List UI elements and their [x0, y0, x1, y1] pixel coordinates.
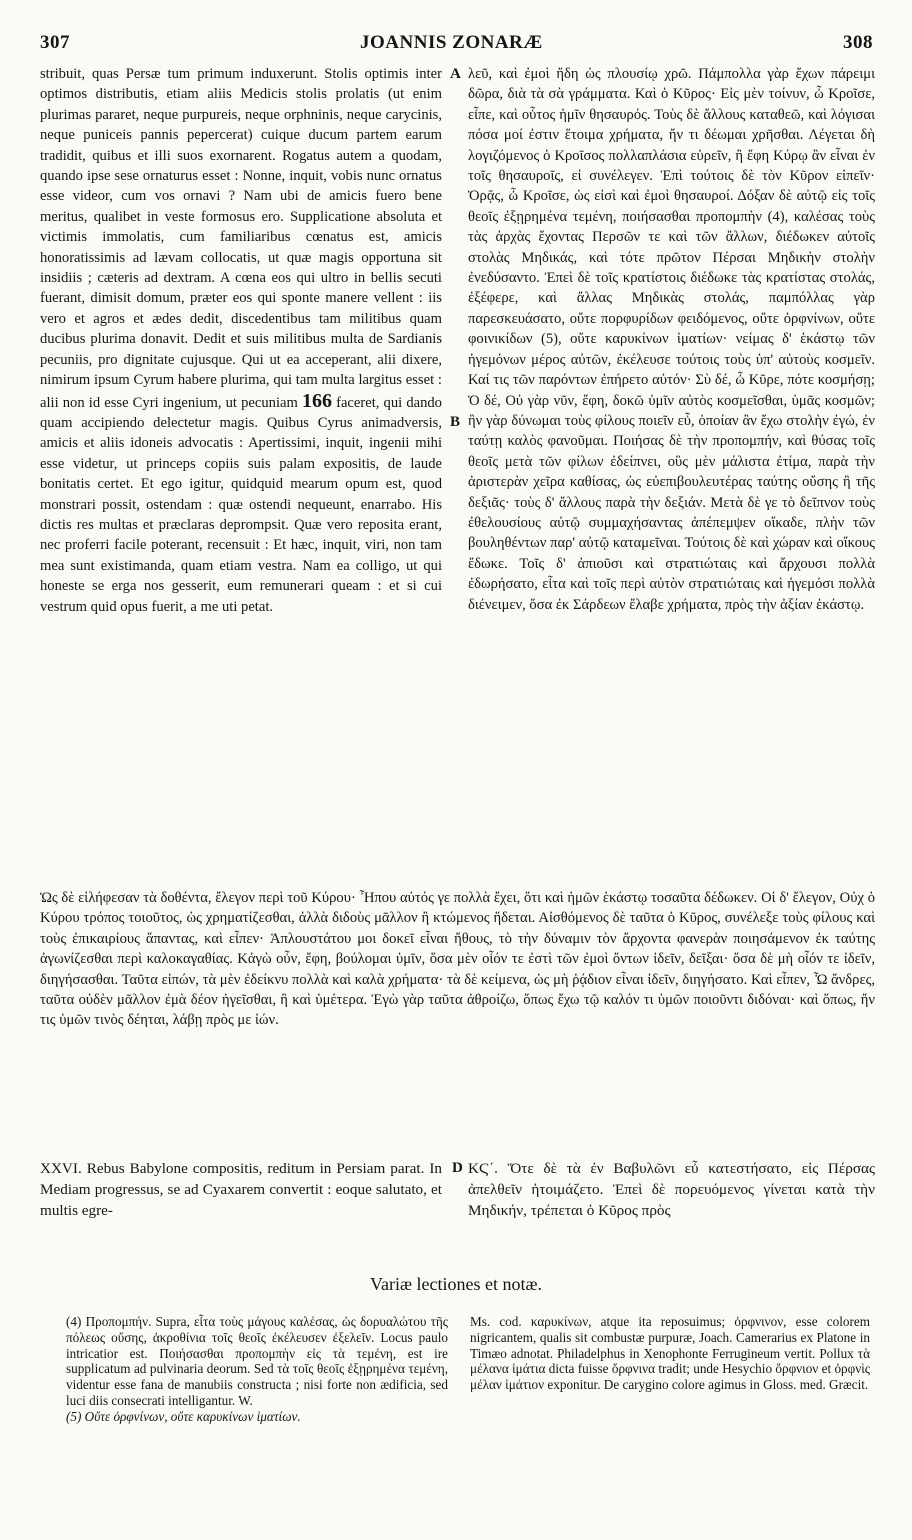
- greek-full-text: Ὡς δὲ εἰλήφεσαν τὰ δοθέντα, ἔλεγον περὶ τοῦ Κύρου· Ἦπου αὐτός γε πολλὰ ἔχει, ὅτι καὶ ἡμῶν ἑκάστῳ τοσαῦτα δέδωκεν. Οἱ δ' ἔλεγον, Οὐχ ὁ Κύρου τρόπος τοιοῦτος, ὡς χρηματίζεσθαι, ἀλλὰ διδοὺς μᾶλλον ἢ κτώμενος ἥδεται. Αἰσθόμενος δὲ ταῦτα ὁ Κῦρος, συνέλεξε τοὺς φίλους καὶ τοὺς ἐπικαιρίους ἅπαντας, καὶ εἶπεν· Ἁπλουστάτου μοι δοκεῖ εἶναι ἤθους, τὸ τὴν δύναμιν τὸν ἄρχοντα φανερὰν ποιησάμενον ἐκ ταύτης ἀγωνίζεσθαι περὶ καλοκαγαθίας. Κἀγὼ οὖν, ἔφη, βούλομαι ὑμῖν, ὅσα μὲν οἷόν τε ἐστὶ τῶν ἐμοὶ ὄντων ἰδεῖν, δεῖξαι· ὅσα δὲ μὴ οἷόν τε ἰδεῖν, διηγήσασθαι. Ταῦτα εἰπών, τὰ μὲν ἐδείκνυ πολλὰ καὶ καλὰ χρήματα· τὰ δὲ κείμενα, ὡς μὴ ῥᾴδιον εἶναι ἰδεῖν, διηγήσατο. Καὶ εἶπεν, Ὦ ἄνδρες, ταῦτα οὐδὲν μᾶλλον ἐμὰ δέον ἡγεῖσθαι, ἢ καὶ ὑμέτερα. Ἐγὼ γὰρ ταῦτα ἀθροίζω, ὅπως ἔχω τῷ καλόν τι ὑμῶν ποιοῦντι διδόναι· καὶ ὅπως, ἤν τις ὑμῶν τινὸς δέηται, λάβῃ πρὸς με ἰών.: [40, 890, 875, 1029]
- section-greek: [468, 1158, 875, 1221]
- notes-left: [66, 1314, 448, 1425]
- page-number-right: 308: [843, 32, 873, 53]
- note-right-text: Ms. cod. καρυκίνων, atque ita reposuimus; ὀρφνινον, esse colorem nigricantem, qualis sit combustæ purpuræ, Joach. Camerarius ex Platone in Timæo adnotat. Philadelphus in Xenophonte Ferrugineum vertit. Pollux τὰ μέλανα ἱμάτια dicta fuisse ὄρφνινα tradit; unde Hesychio ὄρφνιον et ὀρφνὶς μέλαν ἱμάτιον exponitur. De carygino colore agimus in Gloss. med. Græcit.: [470, 1314, 870, 1393]
- note-4: (4) Προπομπήν. Supra, εἶτα τοὺς μάγους καλέσας, ὡς δορυαλώτου τῆς πόλεως οὔσης, ἀκροθίνια τοῖς θεοῖς ἐκέλευσεν ἐξελεῖν. Locus paulo intricatior est. Ποιήσασθαι προπομπὴν εἰς τὰ τεμένη, est ire supplicatum ad pulvinaria deorum. Sed τὰ τοῖς θεοῖς ἐξῃρημένα τεμένη, videntur esse fana de manubiis constructa ; nisi forte non ædificia, sed luci diis consecrati intelligantur. W.: [66, 1314, 448, 1408]
- marker-b: B: [450, 414, 461, 430]
- latin-text-part2: faceret, qui dando quam accipiendo delectetur magis. Quibus Cyrus animadversis, amicis et aliis idoneis advocatis : Apertissimi, inquit, ingenii mihi esse videtur, ut princeps copiis suis palam expositis, de laude bonitatis certet. Et ego igitur, quidquid mearum opum est, quod monstrari possit, ostendam : quæ ostendi nequeunt, enarrabo. His dictis res multas et præclaras deprompsit. Quæ vero reposita erant, nec proferri facile poterant, recensuit : Et hæc, inquit, viri, non tam mea sunt existimanda, quam etiam vestra. Nam ea colligo, ut qui honeste se erga nos gesserit, eum remunerari queam : et si cui vestrum quid opus fuerit, a me uti petat.: [40, 394, 442, 615]
- greek-text: λεῦ, καὶ ἐμοὶ ἤδη ὡς πλουσίῳ χρῶ. Πάμπολλα γὰρ ἔχων πάρειμι δῶρα, διὰ τὰ σὰ γράμματα. Καὶ ὁ Κῦρος· Εἰς μὲν τοίνυν, ὦ Κροῖσε, εἶπε, καὶ οὗτος ἡμῖν θησαυρός. Τοὺς δὲ ἄλλους καταθεῶ, καὶ λόγισαι πόσα μοί ἐστιν ἕτοιμα χρήματα, ἤν τι δέωμαι χρῆσθαι. Λέγεται δὴ λογιζόμενος ὁ Κροῖσος πολλαπλάσια εὑρεῖν, ἢ ἔφη Κύρῳ ἂν εἶναι ἐν τοῖς θησαυροῖς, εἰ συνέλεγεν. Ἐπὶ τούτοις δὲ τὸν Κῦρον εἰπεῖν· Ὁρᾷς, ὦ Κροῖσε, ὡς εἰσὶ καὶ ἐμοὶ θησαυροί. Δόξαν δὲ αὐτῷ εἰς τοῖς θεοῖς ἐξῃρημένα τεμένη, ποιήσασθαι προπομπὴν (4), καλέσας τοὺς τὰς ἀρχὰς ἔχοντας Περσῶν τε καὶ τῶν ἄλλων, διέδωκεν αὐτοῖς στολὰς Μηδικάς, καὶ τότε πρῶτον Πέρσαι Μηδικὴν στολὴν ἐνεδύσαντο. Ἐπεὶ δὲ τοῖς κρατίστοις διέδωκε τὰς κρατίστας στολάς, ἐξέφερε, καὶ ἄλλας Μηδικὰς στολάς, παμπόλλας γὰρ παρεσκευάσατο, οὔτε πορφυρίδων φειδόμενος, οὔτε ὀρφνίνων, οὔτε φοινικίδων (5), οὔτε καρυκίνων ἱματίων· νείμας δ' ἑκάστῳ τῶν ἡγεμόνων μέρος αὐτῶν, ἐκέλευσε τούτοις τοὺς ὑπ' αὐτοὺς κοσμεῖν. Καί τις τῶν παρόντων ἐπήρετο αὐτόν· Σὺ δέ, ὦ Κῦρε, πότε κοσμήσῃ; Ὁ δέ, Οὐ γὰρ νῦν, ἔφη, δοκῶ ὑμῖν αὐτὸς κοσμεῖσθαι, ὑμᾶς κοσμῶν; ἢν γὰρ δύνωμαι τοὺς φίλους ποιεῖν εὖ, ὁποίαν ἂν ἔχω στολὴν ἐγώ, ἐν ταύτῃ καλὸς φανοῦμαι. Ποιήσας δὲ τὴν προπομπήν, καὶ θύσας τοῖς θεοῖς μετὰ τῶν φίλων ἐδείπνει, οὓς μὲν μάλιστα ἐτίμα, παρὰ τὴν ἀριστερὰν χεῖρα καθίσας, ὡς εὐεπιβουλευτέρας ταύτης οὔσης ἢ τῆς δεξιᾶς· τοὺς δ' ἄλλους παρὰ τὴν δεξιάν. Μετὰ δὲ γε τὸ δεῖπνον τοὺς ἐθελουσίους αὐτῷ συμμαχήσαντας ἀπέπεμψεν οἴκαδε, πλὴν τῶν βουληθέντων παρ' αὐτῷ καταμεῖναι. Τούτοις δὲ καὶ χώραν καὶ οἴκους ἔδωκε. Τοῖς δ' ἀπιοῦσι καὶ στρατιώταις καὶ ἄρχουσι πολλὰ ἐδωρήσατο, εἶτα καὶ τοῖς περὶ αὐτὸν στρατιώταις καὶ ἡγεμόσι πολλὰ διένειμεν, ὅσα ἐκ Σάρδεων ἔλαβε χρήματα, πρὸς τὴν ἀξίαν ἑκάστῳ.: [468, 66, 875, 613]
- running-title: JOANNIS ZONARÆ: [360, 32, 543, 53]
- notes-right: [470, 1314, 870, 1393]
- latin-text-part1: stribuit, quas Persæ tum primum induxerunt. Stolis optimis inter optimos distributis, etiam aliis Medicis stolis prolatis (ut enim plurimas pararet, neque purpureis, neque orphninis, neque carycinis, neque puniceis pannis pepercerat) cuique ducum partem earum tradidit, quibus et illi suos exornarent. Rogatus autem a quodam, quando ipse sese ornaturus esset : Nonne, inquit, vobis nunc ornatus esse videor, cum vos ornavi ? Nam ubi de amicis fuero bene meritus, qualibet in veste formosus ero. Supplicatione absoluta et victimis immolatis, cum familiaribus cœnatus est, amicis honoratissimis ad lævam collocatis, ut quæ magis opportuna sit insidiis ; cæteris ad dextram. A cœna eos qui ultro in bellis secuti fuerant, dimisit domum, præter eos qui sponte manere vellent : iis vero et agros et ædes dedit, discedentibus tam militibus quam ducibus plurima donavit. Dedit et suis militibus multa de Sardianis pecuniis, pro dignitate cujusque. Qui ut ea acceperant, alii dixere, nimirum ipsum Cyrum habere plurima, qui tam multa largitus esset : alii non id esse Cyri ingenium, ut pecuniam: [40, 66, 442, 411]
- marker-c: D: [452, 1160, 463, 1176]
- note-5: (5) Οὔτε ὀρφνίνων, οὔτε καρυκίνων ἱματίων.: [66, 1408, 301, 1424]
- greek-column-top: [468, 64, 875, 615]
- notes-title: Variæ lectiones et notæ.: [370, 1274, 542, 1294]
- marker-a: A: [450, 66, 461, 82]
- section-latin-text: XXVI. Rebus Babylone compositis, reditum in Persiam parat. In Mediam progressus, se ad Cyaxarem convertit : eoque salutato, et multis egre-: [40, 1160, 442, 1219]
- latin-column-top: [40, 64, 442, 617]
- section-greek-text: ΚϚ΄. Ὅτε δὲ τὰ ἐν Βαβυλῶνι εὖ κατεστήσατο, εἰς Πέρσας ἀπελθεῖν ἡτοιμάζετο. Ἐπεὶ δὲ πορευόμενος γίνεται κατὰ τὴν Μηδικήν, τρέπεται ὁ Κῦρος πρὸς: [468, 1160, 875, 1219]
- page-number-left: 307: [40, 32, 70, 53]
- section-latin: [40, 1158, 442, 1221]
- greek-full-width: [40, 888, 875, 1031]
- margin-number: 166: [301, 389, 332, 412]
